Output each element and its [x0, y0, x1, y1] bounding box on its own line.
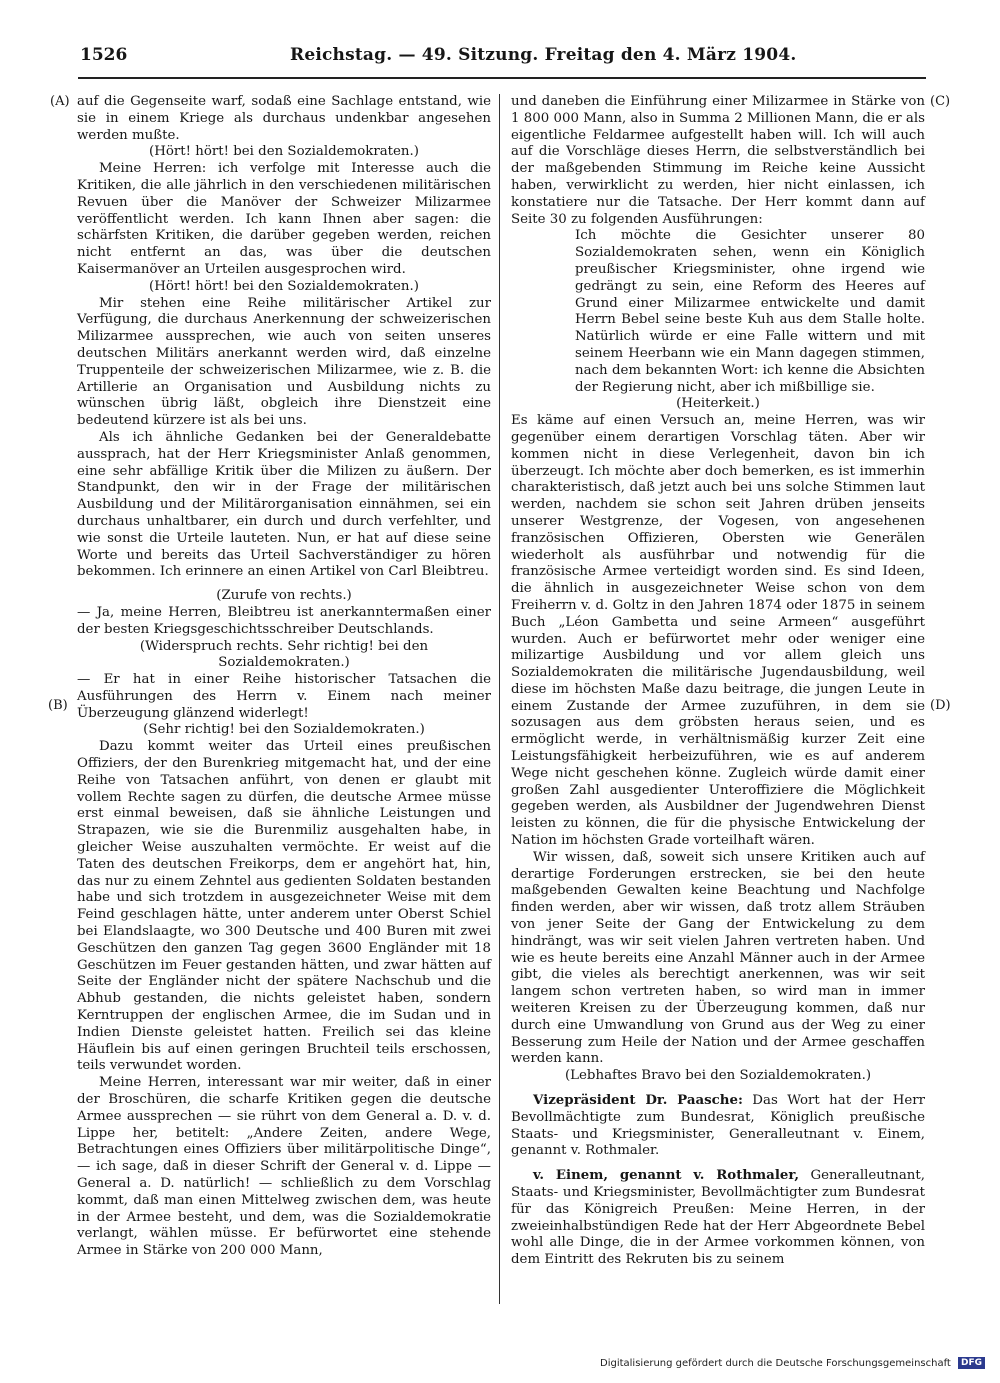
speaker-paragraph [511, 1092, 925, 1160]
right-column [511, 94, 925, 1269]
interjection: (Zurufe von rechts.) [216, 588, 352, 604]
dfg-logo-icon: DFG [958, 1357, 985, 1369]
paragraph: Es käme auf einen Versuch an, meine Herren, was wir gegenüber einem derartigen Vorschlag täten. Aber wir kommen nicht in diese Verlegenheit, davon bin ich überzeugt. Ich möchte aber doch bemerken, es ist immerhin charakteristisch, daß jetzt auch bei uns solche Stimmen laut werden, nachdem sie schon seit Jahren drüben jenseits unserer Westgrenze, der Vogesen, von angesehenen französischen Offizieren, Obersten wie Generälen wiederholt als ausführbar und notwendig für die französische Armee verteidigt worden sind. Es sind Ideen, die ähnlich in ausgezeichneter Weise schon von dem Freiherrn v. d. Goltz in den Jahren 1874 oder 1875 in seinem Buch „Léon Gambetta und seine Armeen“ ausgeführt wurden. Auch er befürwortet mehr oder weniger eine milizartige Ausbildung und vor allem gleich uns Sozialdemokraten die militärische Jugendausbildung, weil diese im höchsten Maße dazu beitrage, die jungen Leute in einem Zustande der Armee zuzuführen, in dem sie sozusagen aus dem gröbsten heraus seien, und es ermöglicht werde, in verhältnismäßig kurzer Zeit eine Leistungsfähigkeit herbeizuführen, wie es auf anderem Wege nicht geschehen könne. Zugleich würde damit einer großen Zahl ausgedienter Unteroffiziere die Möglichkeit gegeben werden, als Ausbildner der Jugendwehren Dienst leisten zu können, die für die physische Entwickelung der Nation im höchsten Grade vorteilhaft wären. [511, 413, 925, 849]
interjection: (Heiterkeit.) [676, 396, 760, 412]
left-column [77, 94, 491, 1260]
margin-marker-a: (A) [50, 94, 70, 109]
paragraph: Dazu kommt weiter das Urteil eines preußischen Offiziers, der den Burenkrieg mitgemacht hat, und der eine Reihe von Tatsachen anführt, von denen er glaubt mit vollem Rechte sagen zu dürfen, die deutsche Armee müsse erst einmal beweisen, daß sie ähnliche Leistungen und Strapazen, wie sie die Burenmiliz ausgehalten habe, in gleicher Weise auszuhalten vermöchte. Er weist auf die Taten des deutschen Freikorps, dem er angehört hat, hin, das nur zu einem Zehntel aus gedienten Soldaten bestanden habe und sich trotzdem in ausgezeichneter Weise mit dem Feind geschlagen hätte, unter anderem unter Oberst Schiel bei Elandslaagte, wo 300 Deutsche und 400 Buren mit zwei Geschützen den ganzen Tag gegen 3600 Engländer mit 18 Geschützen im Feuer gestanden hätten, und zwar hätten auf Seite der Engländer nicht der spätere Nachschub und die Abhub gestanden, die nichts geleistet haben, sondern Kerntruppen der englischen Armee, die im Sudan und in Indien Dienste geleistet hatten. Freilich sei das kleine Häuflein bis auf einen geringen Bruchteil teils erschossen, teils verwundet worden. [77, 739, 491, 1074]
running-head: Reichstag. — 49. Sitzung. Freitag den 4. März 1904. [290, 45, 797, 65]
speaker-text: Generalleutnant, Staats- und Kriegsminister, Bevollmächtigter zum Bundesrat für das Königreich Preußen: Meine Herren, in der zweieinhalbstündigen Rede hat der Herr Abgeordnete Bebel wohl alle Dinge, die in der Armee vorkommen können, von dem Eintritt des Rekruten bis zu seinem [511, 1168, 925, 1268]
footer-credit [600, 1357, 985, 1369]
paragraph: — Er hat in einer Reihe historischer Tatsachen die Ausführungen des Herrn v. Einem nach meiner Überzeugung glänzend widerlegt! [77, 672, 491, 721]
block-quote: Ich möchte die Gesichter unserer 80 Sozialdemokraten sehen, wenn ein Königlich preußischer Kriegsminister, ohne irgend wie gedrängt zu sein, eine Reform des Heeres auf Grund einer Milizarmee entwickelte und damit Herrn Bebel seine beste Kuh aus dem Stalle holte. Natürlich würde er eine Falle wittern und mit seinem Heerbann wie ein Mann dagegen stimmen, nach dem bekannten Wort: ich kenne die Absichten der Regierung nicht, aber ich mißbillige sie. [575, 228, 925, 395]
header-rule [78, 77, 926, 79]
footer-text: Digitalisierung gefördert durch die Deutsche Forschungsgemeinschaft [600, 1358, 951, 1369]
paragraph: Als ich ähnliche Gedanken bei der Generaldebatte aussprach, hat der Herr Kriegsminister Anlaß genommen, eine sehr abfällige Kritik über die Milizen zu äußern. Der Standpunkt, den wir in der Frage der militärischen Ausbildung und der Militärorganisation einnähmen, sei ein durchaus unhaltbarer, ein durch und durch verfehlter, und wie sonst die Urteile lauteten. Nun, er hat auf diese seine Worte und bereits das Urteil Sachverständiger zu hören bekommen. Ich erinnere an einen Artikel von Carl Bleibtreu. [77, 429, 491, 580]
paragraph: auf die Gegenseite warf, sodaß eine Sachlage entstand, wie sie in einem Kriege als durchaus undenkbar angesehen werden mußte. [77, 94, 491, 143]
margin-marker-c: (C) [930, 94, 951, 109]
column-divider [499, 94, 500, 1304]
margin-marker-b: (B) [48, 698, 68, 713]
paragraph: Wir wissen, daß, soweit sich unsere Kritiken auch auf derartige Forderungen erstrecken, sie bei den heute maßgebenden Gewalten keine Beachtung und Nachfolge finden werden, aber wir wissen, daß trotz allem Sträuben von jener Seite der Gang der Entwickelung zu dem hindrängt, was wir seit vielen Jahren vertreten haben. Und wie es heute bereits eine Anzahl Männer auch in der Armee gibt, die vieles als berechtigt anerkennen, was wir seit langem schon vertreten haben, so wird man in immer weiteren Kreisen zu der Überzeugung kommen, daß nur durch eine Umwandlung von Grund aus der Weg zu einer Besserung zum Heile der Nation und der Armee geschaffen werden kann. [511, 849, 925, 1067]
paragraph: Mir stehen eine Reihe militärischer Artikel zur Verfügung, die durchaus Anerkennung der schweizerischen Milizarmee aussprechen, wie auch von seiten unseres deutschen Militärs anerkannt werden wird, daß einzelne Truppenteile der schweizerischen Milizarmee, wie z. B. die Artillerie an Organisation und Ausbildung nichts zu wünschen übrig läßt, obgleich ihre Dienstzeit eine bedeutend kürzere ist als bei uns. [77, 295, 491, 429]
speaker-name: v. Einem, genannt v. Rothmaler, [533, 1167, 800, 1184]
paragraph: und daneben die Einführung einer Milizarmee in Stärke von 1 800 000 Mann, also in Summa 2 Millionen Mann, die er als eigentliche Feldarmee aufgestellt haben will. Ich will auch auf die Vorschläge dieses Herrn, die selbstverständlich bei der maßgebenden Stimmung im Reiche keine Aussicht haben, verwirklicht zu werden, hier nicht einlassen, ich konstatiere nur die Tatsache. Der Herr kommt dann auf Seite 30 zu folgenden Ausführungen: [511, 94, 925, 227]
speaker-name: Vizepräsident Dr. Paasche: [533, 1092, 743, 1109]
paragraph: Meine Herren, interessant war mir weiter, daß in einer der Broschüren, die scharfe Kritiken gegen die deutsche Armee aussprechen — sie rührt von dem General a. D. v. d. Lippe her, betitelt: „Andere Zeiten, andere Wege, Betrachtungen eines Offiziers über militärpolitische Dinge“, — ich sage, daß in dieser Schrift der General v. d. Lippe — General a. D. natürlich! — schließlich zu dem Vorschlag kommt, daß man einen Mittelweg zwischen dem, was heute in der Armee besteht, und dem, was die Sozialdemokratie verlangt, wählen müsse. Er befürwortet eine stehende Armee in Stärke von 200 000 Mann, [77, 1075, 491, 1259]
page-header [80, 45, 920, 71]
interjection: (Widerspruch rechts. Sehr richtig! bei den Sozialdemokraten.) [139, 638, 429, 671]
speaker-paragraph [511, 1167, 925, 1269]
margin-marker-d: (D) [930, 698, 951, 713]
speaker-text: Das Wort hat der Herr Bevollmächtigte zum Bundesrat, Königlich preußische Staats- und Kriegsminister, Generalleutnant v. Einem, genannt v. Rothmaler. [511, 1093, 925, 1159]
interjection: (Lebhaftes Bravo bei den Sozialdemokraten.) [564, 1068, 872, 1084]
interjection: (Sehr richtig! bei den Sozialdemokraten.) [143, 722, 425, 738]
paragraph: Meine Herren: ich verfolge mit Interesse auch die Kritiken, die alle jährlich in den verschiedenen militärischen Revuen über die Manöver der Schweizer Milizarmee veröffentlicht werden. Ich kann Ihnen aber sagen: die schärfsten Kritiken, die darüber gegeben werden, reichen nicht entfernt an das, was über die deutschen Kaisermanöver an Urteilen ausgesprochen wird. [77, 161, 491, 277]
page-number: 1526 [80, 45, 128, 65]
interjection: (Hört! hört! bei den Sozialdemokraten.) [149, 278, 419, 294]
paragraph: — Ja, meine Herren, Bleibtreu ist anerkanntermaßen einer der besten Kriegsgeschichtsschreiber Deutschlands. [77, 604, 491, 637]
interjection: (Hört! hört! bei den Sozialdemokraten.) [149, 144, 419, 160]
